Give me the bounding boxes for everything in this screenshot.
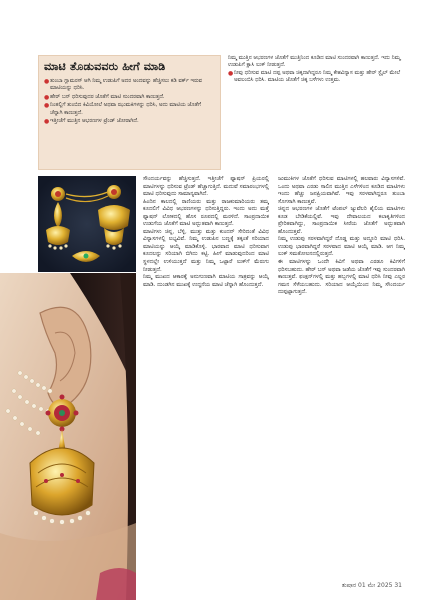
article-paragraph: ನಿಮ್ಮ ಉಡುಪು ಸರಳವಾಗಿದ್ದರೆ ದೊಡ್ಡ ಮತ್ತು ಅದ್ದೂರಿ ಮಾಟಿ ಧರಿಸಿ. ಉಡುಪು ಭಾರವಾಗಿದ್ದರೆ ಸರಳವಾದ ಮಾಟಿ ಆಯ್ಕೆ ಮಾಡಿ. ಆಗ ನಿಮ್ಮ ಲುಕ್‌ ಸಮತೋಲನದಲ್ಲಿರುತ್ತದೆ. (278, 236, 405, 258)
tip-item: ● ತುಂಬಾ ಗ್ಲಾಮರಸ್‌ ಆಗಿ ನಿಮ್ಮ ಉಡುಪಿಗೆ ಅದರ ಅಂದವನ್ನು ಹೆಚ್ಚಿಸಲು ಕಡಿ ವರ್ಕ್‌ ಇರುವ ಮಾಟಿಯನ್ನು ಧರಿಸಿ. (44, 78, 202, 92)
article-paragraph: ಜುಮುಕಿಗಳ ಜೊತೆಗೆ ಧರಿಸುವ ಮಾಟಿಗಳಲ್ಲಿ ಹಲವಾರು ವಿನ್ಯಾಸಗಳಿವೆ. ಒಂದು ಅಥವಾ ಎರಡು ಸಾಲಿನ ಮುತ್ತಿನ ಎಳೆಗಳಿಂದ ಕೂಡಿದ ಮಾಟಿಗಳು ಇಂದು ಹೆಚ್ಚು ಜನಪ್ರಿಯವಾಗಿವೆ. ಇವು ಸರಳವಾಗಿದ್ದರೂ ತುಂಬಾ ಸೊಗಸಾಗಿ ಕಾಣುತ್ತವೆ. (278, 176, 405, 205)
tip-box (38, 55, 221, 170)
tip-box-title: ಮಾಟಿ ತೊಡುವವರು ಹೀಗೆ ಮಾಡಿ (44, 60, 166, 73)
gold-maatti-jewelry-photo (38, 176, 136, 272)
article-paragraph: ಈ ಮಾಟಿಗಳನ್ನು ಒಂದೇ ಕಿವಿಗೆ ಅಥವಾ ಎರಡೂ ಕಿವಿಗಳಿಗೆ ಧರಿಸಬಹುದು. ಹೇರ್‌ ಬನ್‌ ಅಥವಾ ಜಡೆಯ ಜೊತೆಗೆ ಇವು ಸುಂದರವಾಗಿ ಕಾಣುತ್ತವೆ. ಫಂಕ್ಷನ್‌ಗಳಲ್ಲಿ ಮತ್ತು ಹಬ್ಬಗಳಲ್ಲಿ ಮಾಟಿ ಧರಿಸಿ ನೀವು ಎಲ್ಲರ ಗಮನ ಸೆಳೆಯಬಹುದು. ಸರಿಯಾದ ಆಯ್ಕೆಯಿಂದ ನಿಮ್ಮ ಸೌಂದರ್ಯ ದುಪ್ಪಟ್ಟಾಗುತ್ತದೆ. (278, 259, 405, 296)
article-paragraph: ಸೌಂದರ್ಯವನ್ನು ಹೆಚ್ಚಿಸುತ್ತದೆ. ಇತ್ತೀಚೆಗೆ ಫ್ಯಾಷನ್‌ ಪ್ರಿಯರಲ್ಲಿ ಮಾಟಿಗಳನ್ನು ಧರಿಸುವ ಟ್ರೆಂಡ್‌ ಹೆಚ್ಚಾಗುತ್ತಿದೆ. ಮದುವೆ ಸಮಾರಂಭಗಳಲ್ಲಿ ಮಾಟಿ ಧರಿಸುವುದು ಸಾಮಾನ್ಯವಾಗಿದೆ. (143, 176, 269, 198)
article-paragraph: ಹಿಂದಿನ ಕಾಲದಲ್ಲಿ ರಾಣಿಯರು ಮತ್ತು ರಾಜಕುಮಾರಿಯರು ತಮ್ಮ ಕೂದಲಿಗೆ ವಿವಿಧ ಆಭರಣಗಳನ್ನು ಧರಿಸುತ್ತಿದ್ದರು. ಇಂದು ಅದು ಮತ್ತೆ ಫ್ಯಾಷನ್‌ ಲೋಕದಲ್ಲಿ ಹೊಸ ರೂಪದಲ್ಲಿ ಮರಳಿದೆ. ಸಾಂಪ್ರದಾಯಿಕ ಉಡುಗೆಯ ಜೊತೆಗೆ ಮಾಟಿ ಅದ್ಭುತವಾಗಿ ಕಾಣುತ್ತದೆ. (143, 198, 269, 228)
bullet-icon: ● (44, 78, 50, 85)
page-footer: ತುಷಾರ 01 ಮೇ 2025 31 (341, 582, 402, 589)
tip-item: ● ಇತ್ತೀಚೆಗೆ ಮುತ್ತಿನ ಆಭರಣಗಳ ಟ್ರೆಂಡ್‌ ಜೋರಾಗಿದೆ. (44, 118, 139, 126)
tip-item: ● ನಿಂತಲ್ಲಿಗೆ ತುಂಬಿದ ಕಿವಿಯೋಲೆ ಅಥವಾ ಝುಮಕಿಗಳನ್ನು ಧರಿಸಿ, ಅದು ಮಾಟಿಯ ಜೊತೆಗೆ ಚೆನ್ನಾಗಿ ಕಾಣುತ್ತದೆ. (44, 102, 201, 116)
article-column-1 (143, 176, 269, 584)
bullet-icon: ● (44, 93, 50, 101)
tip-item: ● ಹೇರ್‌ ಬನ್‌ ಧರಿಸುವುದರ ಜೊತೆಗೆ ಮಾಟಿ ಸುಂದರವಾಗಿ ಕಾಣುತ್ತದೆ. (44, 93, 165, 101)
bullet-icon: ● (44, 118, 50, 126)
article-paragraph: ಮಾಟಿಗಳು ಚಿನ್ನ, ಬೆಳ್ಳಿ, ಮುತ್ತು ಮತ್ತು ಕುಂದನ್‌ ಸೇರಿದಂತೆ ವಿವಿಧ ವಿನ್ಯಾಸಗಳಲ್ಲಿ ಲಭ್ಯವಿವೆ. ನಿಮ್ಮ ಉಡುಪಿನ ಬಣ್ಣಕ್ಕೆ ತಕ್ಕಂತೆ ಸರಿಯಾದ ಮಾಟಿಯನ್ನು ಆಯ್ಕೆ ಮಾಡಿಕೊಳ್ಳಿ. ಭಾರವಾದ ಮಾಟಿ ಧರಿಸುವಾಗ ಕೂದಲನ್ನು ಸರಿಯಾಗಿ ಬಿಗಿದು ಕಟ್ಟಿ. ಹೀಗೆ ಮಾಡುವುದರಿಂದ ಮಾಟಿ ಸ್ಥಳದಲ್ಲೇ ಉಳಿಯುತ್ತದೆ ಮತ್ತು ನಿಮ್ಮ ಒಟ್ಟಾರೆ ಲುಕ್‌ಗೆ ಮೆರುಗು ನೀಡುತ್ತದೆ. (143, 228, 269, 273)
article-paragraph: ಚಿನ್ನದ ಆಭರಣಗಳ ಜೊತೆಗೆ ಟೆಂಪಲ್‌ ಜ್ಯುವೆಲರಿ ಶೈಲಿಯ ಮಾಟಿಗಳು ಕೂಡ ಬೇಡಿಕೆಯಲ್ಲಿವೆ. ಇವು ದೇವಾಲಯದ ಕಲಾಕೃತಿಗಳಿಂದ ಪ್ರೇರಿತವಾಗಿದ್ದು, ಸಾಂಪ್ರದಾಯಿಕ ಸೀರೆಯ ಜೊತೆಗೆ ಅದ್ಭುತವಾಗಿ ಹೊಂದುತ್ತವೆ. (278, 206, 405, 235)
bullet-icon: ● (44, 102, 50, 110)
ear-maatti-closeup-photo (0, 273, 136, 600)
article-paragraph: ನಿಮ್ಮ ಮುಖದ ಆಕಾರಕ್ಕೆ ಅನುಗುಣವಾಗಿ ಮಾಟಿಯ ಗಾತ್ರವನ್ನು ಆಯ್ಕೆ ಮಾಡಿ. ದುಂಡಗಿನ ಮುಖಕ್ಕೆ ಉದ್ದನೆಯ ಮಾಟಿ ಚೆನ್ನಾಗಿ ಹೊಂದುತ್ತದೆ. (143, 274, 269, 288)
tip-box-continuation (228, 55, 404, 170)
article-column-2 (278, 176, 405, 584)
bullet-icon: ● (228, 69, 234, 77)
tip-item: ● ನೀವು ಧರಿಸುವ ಮಾಟಿ ದಪ್ಪ ಅಥವಾ ಚಿಕ್ಕದಾಗಿದ್ದರೂ ನಿಮ್ಮ ಕೇಶವಿನ್ಯಾಸ ಮತ್ತು ಹೇರ್‌ ಸ್ಟೈಲ್‌ ಮೇಲೆ ಅವಲಂಬಿಸಿ ಧರಿಸಿ. ಮಾಟಿಯ ಜೊತೆಗೆ ಚಿಕ್ಕ ಬಳೆಗಳು ಉತ್ತಮ. (228, 69, 401, 84)
tip-continuation-text: ನಿಮ್ಮ ಮುತ್ತಿನ ಆಭರಣಗಳ ಜೊತೆಗೆ ಮುತ್ತಿನಿಂದ ಕೂಡಿದ ಮಾಟಿ ಸುಂದರವಾಗಿ ಕಾಣುತ್ತದೆ. ಇದು ನಿಮ್ಮ ಉಡುಪಿಗೆ ಕ್ಲಾಸಿ ಲುಕ್‌ ನೀಡುತ್ತದೆ. (228, 55, 401, 69)
